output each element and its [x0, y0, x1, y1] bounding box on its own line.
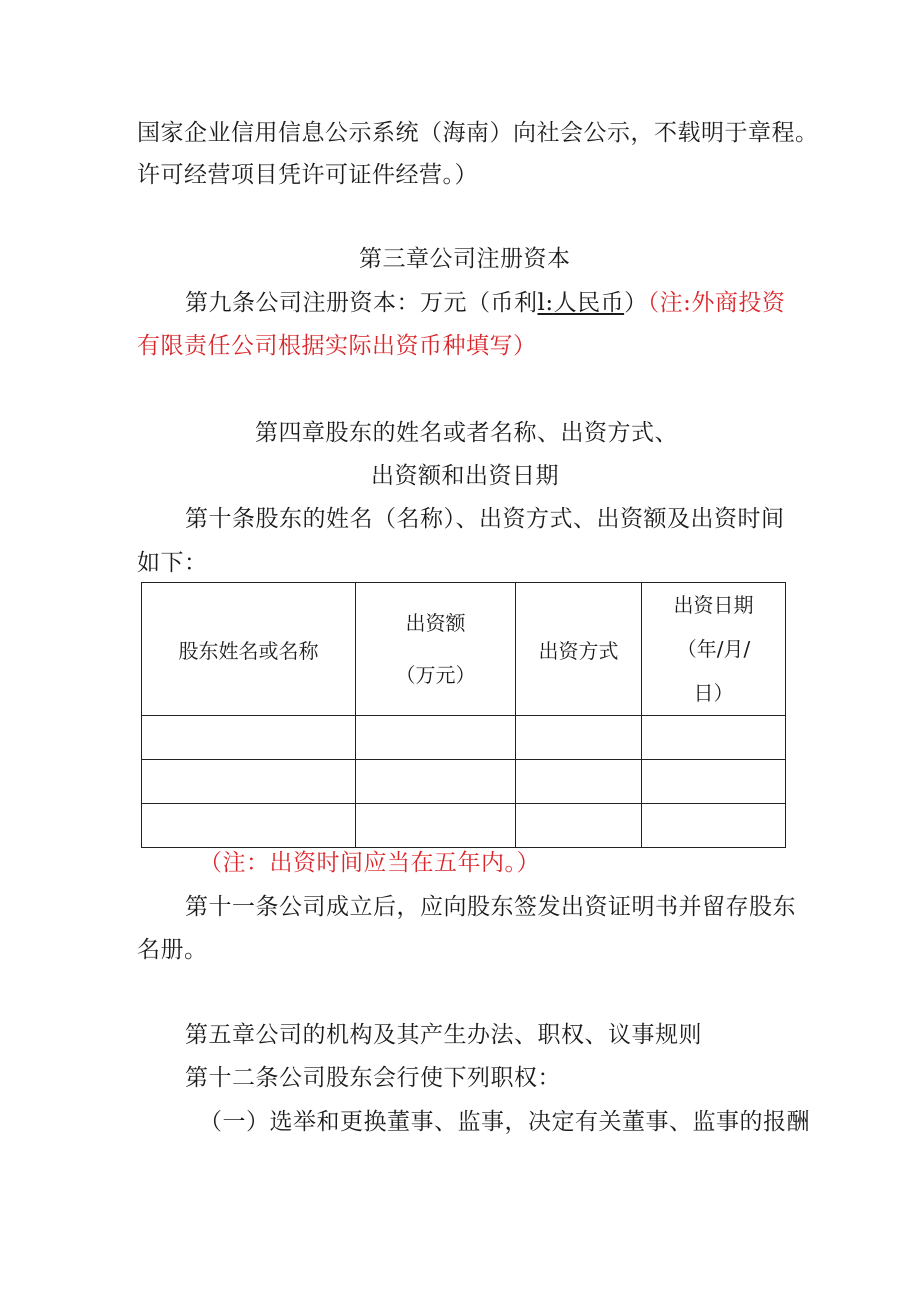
article-9-note: （注:外商投资	[647, 290, 786, 316]
table-header-row	[142, 583, 786, 716]
paragraph-line: 许可经营项目凭许可证件经营。）	[137, 162, 478, 188]
article-12-line: 第十二条公司股东会行使下列职权：	[185, 1065, 561, 1091]
header-contribution-date	[642, 583, 786, 716]
table-row	[142, 760, 786, 804]
header-date-label: 出资日期	[673, 593, 754, 617]
header-date-format-end: 日）	[693, 681, 734, 705]
article-11-line-cont: 名册。	[137, 937, 208, 963]
article-9-mark: l:	[537, 290, 554, 316]
header-shareholder-name: 股东姓名或名称	[142, 583, 356, 716]
header-contribution-method: 出资方式	[516, 583, 642, 716]
header-contribution-amount	[356, 583, 516, 716]
table-cell	[142, 804, 356, 848]
chapter-4-title: 第四章股东的姓名或者名称、出资方式、	[255, 420, 678, 446]
table-note: （注：出资时间应当在五年内。）	[199, 850, 540, 876]
article-10-line: 第十条股东的姓名（名称）、出资方式、出资额及出资时间	[185, 506, 785, 532]
table-cell	[642, 760, 786, 804]
article-11-line: 第十一条公司成立后，应向股东签发出资证明书并留存股东	[185, 894, 796, 920]
table-row	[142, 804, 786, 848]
article-9-text: 第九条公司注册资本：万元（币利	[185, 290, 538, 316]
header-amount-unit: （万元）	[395, 663, 476, 687]
header-amount-label: 出资额	[405, 611, 466, 635]
chapter-3-title: 第三章公司注册资本	[359, 246, 571, 272]
paragraph-line: 国家企业信用信息公示系统（海南）向社会公示，不载明于章程。	[137, 120, 819, 146]
header-date-format: （年/月/	[676, 637, 751, 661]
table-cell	[356, 804, 516, 848]
article-10-line-cont: 如下：	[137, 550, 208, 576]
article-9-line	[185, 288, 785, 318]
table-row	[142, 716, 786, 760]
table-cell	[642, 804, 786, 848]
article-9-note-cont: 有限责任公司根据实际出资币种填写）	[137, 333, 537, 359]
article-9-close: ）	[624, 290, 648, 316]
capital-contribution-table	[141, 582, 786, 848]
chapter-5-title: 第五章公司的机构及其产生办法、职权、议事规则	[185, 1022, 702, 1048]
table-cell	[516, 760, 642, 804]
table-cell	[642, 716, 786, 760]
article-9-currency: 人民币	[553, 290, 625, 316]
list-item: （一）选举和更换董事、监事，决定有关董事、监事的报酬	[199, 1109, 810, 1135]
table-cell	[142, 760, 356, 804]
table-cell	[142, 716, 356, 760]
table-cell	[356, 716, 516, 760]
table-cell	[356, 760, 516, 804]
chapter-4-title-cont: 出资额和出资日期	[371, 463, 559, 489]
table-cell	[516, 716, 642, 760]
table-cell	[516, 804, 642, 848]
